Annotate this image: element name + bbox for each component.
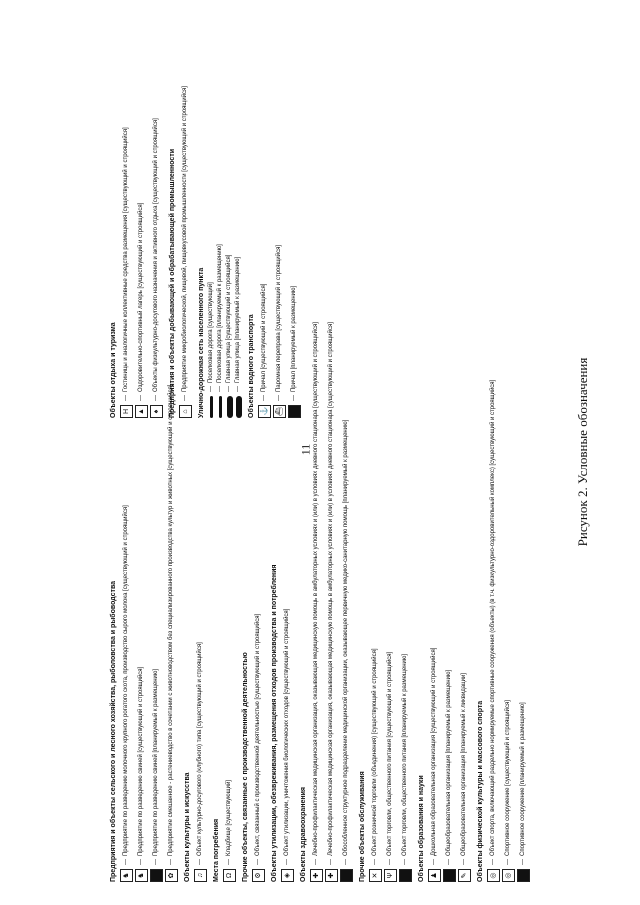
legend-item-label: Обособленное структурное подразделение медицинской организации, оказывающее первичную медико-санитарную помощь [планируемый к размещению]	[343, 419, 349, 856]
legend-item-label: Общеобразовательная организация [планируемый к ликвидации]	[461, 673, 467, 856]
legend-item-label: Общеобразовательная организация [планируемый к размещению]	[446, 669, 452, 856]
cafe-icon: Ψ	[384, 869, 397, 882]
legend-dash: —	[276, 395, 282, 401]
legend-dash: —	[461, 859, 467, 865]
legend-item	[369, 52, 382, 882]
legend-dash: —	[255, 859, 261, 865]
legend-item-label: Объект торговли, общественного питания [планируемый к размещению]	[402, 653, 408, 856]
legend-section-title: Объекты физической культуры и массового спорта	[477, 700, 484, 882]
legend-dash: —	[387, 859, 393, 865]
legend-item	[428, 52, 441, 882]
legend-item-label: Поселковая дорога [существующий]	[208, 282, 214, 383]
legend-dash: —	[123, 859, 129, 865]
legend-dash: —	[235, 386, 241, 392]
legend-dash: —	[372, 859, 378, 865]
pier-planned-icon	[288, 405, 301, 418]
legend-dash: —	[520, 859, 526, 865]
legend-dash: —	[168, 859, 174, 865]
school-liquidate-icon: ✎	[458, 869, 471, 882]
legend-section-title: Объекты отдыха и туризма	[110, 322, 117, 418]
legend-section-title: Прочие объекты обслуживания	[359, 771, 366, 882]
legend-dash: —	[446, 859, 452, 865]
legend-item	[150, 38, 163, 418]
legend-item-label: Поселковая дорога [планируемый к размещению]	[217, 244, 223, 383]
legend-item	[325, 52, 338, 882]
legend-item-label: Оздоровительно-спортивный лагерь [существующий и строящийся]	[138, 202, 144, 392]
legend-dash: —	[313, 859, 319, 865]
legend-item	[288, 38, 301, 418]
legend-item	[384, 52, 397, 882]
legend-item-label: Главная улица [планируемый к размещению]	[235, 256, 241, 383]
cafe-planned-icon	[399, 869, 412, 882]
legend-item-label: Объект спорта, включающий раздельно нормируемые спортивные сооружения (объекты) (в т.ч. физкультурно-оздоровительный комплекс) [существующий и строящийся]	[490, 379, 496, 856]
legend-item-label: Объект торговли, общественного питания [существующий и строящийся]	[387, 651, 393, 856]
legend-dash: —	[402, 859, 408, 865]
road-icon	[210, 396, 213, 418]
legend-item-label: Предприятие по разведению свиней [планируемый к размещению]	[153, 668, 159, 856]
legend-dash: —	[261, 395, 267, 401]
camp-icon: ▲	[135, 405, 148, 418]
main-street-icon	[227, 396, 233, 418]
legend-dash: —	[138, 859, 144, 865]
legend-item	[399, 52, 412, 882]
waste-icon: ◈	[281, 869, 294, 882]
legend-dash: —	[328, 859, 334, 865]
legend-section-title: Улично-дорожная сеть населенного пункта	[198, 267, 205, 418]
clinic-icon: ✚	[310, 869, 323, 882]
legend-item-label: Кладбище [существующий]	[226, 780, 232, 856]
pier-icon: ⚓	[258, 405, 271, 418]
legend-item-label: Объект культурно-досугового (клубного) типа [существующий и строящийся]	[197, 642, 203, 856]
legend-item	[217, 38, 224, 418]
legend-dash: —	[291, 395, 297, 401]
legend-right-column	[104, 38, 303, 418]
legend-item-label: Предприятие по разведению свиней [существующий и строящийся]	[138, 666, 144, 856]
legend-item	[502, 52, 515, 882]
factory-icon: ⌂	[179, 405, 192, 418]
shop-icon: ✕	[369, 869, 382, 882]
production-icon: ⚙	[252, 869, 265, 882]
legend-dash: —	[490, 859, 496, 865]
main-street-planned-icon	[236, 396, 242, 418]
legend-item	[340, 52, 353, 882]
legend-item-label: Паромная переправа [существующий и строящийся]	[276, 244, 282, 392]
legend-section-title: Объекты водного транспорта	[248, 314, 255, 418]
legend-item-label: Объект утилизации, уничтожения биологических отходов [существующий и строящийся]	[284, 608, 290, 856]
legend-item	[179, 38, 192, 418]
recreation-icon: ♠	[150, 405, 163, 418]
legend-dash: —	[343, 859, 349, 865]
legend-dash: —	[431, 859, 437, 865]
legend-section-title: Места погребения	[213, 818, 220, 882]
legend-item	[517, 52, 530, 882]
page-number: 11	[298, 443, 313, 456]
legend-item-label: Предприятие смешанное - растениеводство в сочетании с животноводством без специализированного производства культур и животных [существующий и строящийся]	[168, 384, 174, 856]
legend-section-title: Объекты здравоохранения	[300, 786, 307, 882]
legend-dash: —	[138, 395, 144, 401]
cow-icon: ♞	[120, 869, 133, 882]
legend-section-title: Объекты образования и науки	[418, 775, 425, 882]
legend-item-label: Предприятие микробиологической, пищевой, пищевкусовой промышленности [существующий и строящийся]	[182, 86, 188, 392]
legend-dash: —	[153, 395, 159, 401]
legend-item-label: Объекты физкультурно-досугового назначения и активного отдыха [существующий и строящийся]	[153, 118, 159, 392]
legend-section-title: Объекты утилизации, обезвреживания, размещения отходов производства и потребления	[271, 564, 278, 882]
legend-item	[120, 38, 133, 418]
cemetery-icon: Ω	[223, 869, 236, 882]
club-icon: ♫	[194, 869, 207, 882]
legend-item-label: Спортивное сооружение [планируемый к размещению]	[520, 702, 526, 856]
legend-item-label: Лечебно-профилактическая медицинская организация, оказывающая медицинскую помощь в амбулаторных условиях и (или) в условиях дневного стационара [существующий и строящийся]	[328, 322, 334, 856]
legend-item	[443, 52, 456, 882]
legend-dash: —	[208, 386, 214, 392]
legend-section-title: Прочие объекты, связанные с производственной деятельностью	[242, 652, 249, 882]
legend-dash: —	[217, 386, 223, 392]
legend-dash: —	[284, 859, 290, 865]
kindergarten-icon: ♟	[428, 869, 441, 882]
legend-item-label: Предприятие по разведению молочного крупного рогатого скота, производство сырого молока [существующий и строящийся]	[123, 505, 129, 856]
legend-item	[235, 38, 242, 418]
road-planned-icon	[219, 396, 222, 418]
legend-section-title: Объекты культуры и искусства	[184, 772, 191, 882]
clinic-planned-icon	[340, 869, 353, 882]
legend-dash: —	[182, 395, 188, 401]
pig-planned-icon	[150, 869, 163, 882]
legend-item-label: Объект, связанный с производственной деятельностью [существующий и строящийся]	[255, 613, 261, 856]
legend-item	[226, 38, 233, 418]
legend-item-label: Причал [существующий и строящийся]	[261, 283, 267, 392]
ferry-icon: ⛴	[273, 405, 286, 418]
legend-dash: —	[123, 395, 129, 401]
legend-item	[273, 38, 286, 418]
legend-dash: —	[226, 859, 232, 865]
legend-dash: —	[505, 859, 511, 865]
legend-item	[458, 52, 471, 882]
legend-dash: —	[226, 386, 232, 392]
legend-dash: —	[197, 859, 203, 865]
legend-item	[135, 38, 148, 418]
legend-dash: —	[153, 859, 159, 865]
legend-item	[487, 52, 500, 882]
pig-icon: ♞	[135, 869, 148, 882]
legend-item	[258, 38, 271, 418]
figure-caption: Рисунок 2. Условные обозначения	[575, 357, 590, 547]
legend-item-label: Гостиницы и аналогичные коллективные средства размещения [существующий и строящийся]	[123, 127, 129, 392]
legend-item	[310, 52, 323, 882]
sport-planned-icon	[517, 869, 530, 882]
sport-icon: ◎	[487, 869, 500, 882]
clinic-icon: ✚	[325, 869, 338, 882]
legend-section-title: Предприятия и объекты добывающей и обрабатывающей промышленности	[169, 148, 176, 418]
legend-item-label: Причал [планируемый к размещению]	[291, 285, 297, 392]
legend-item-label: Лечебно-профилактическая медицинская организация, оказывающая медицинскую помощь в амбулаторных условиях и (или) в условиях дневного стационара [существующий и строящийся]	[313, 322, 319, 856]
sport-icon: ◎	[502, 869, 515, 882]
school-planned-icon	[443, 869, 456, 882]
legend-item	[208, 38, 215, 418]
hotel-icon: H	[120, 405, 133, 418]
mixed-farm-icon: ✿	[165, 869, 178, 882]
legend-item-label: Объект розничной торговли (объединения) [существующий и строящийся]	[372, 648, 378, 856]
legend-item-label: Главная улица [существующий и строящийся]	[226, 254, 232, 383]
legend-item-label: Дошкольная образовательная организация [существующий и строящийся]	[431, 647, 437, 856]
legend-section-title: Предприятия и объекты сельского и лесного хозяйства, рыболовства и рыбоводства	[110, 580, 117, 882]
legend-item-label: Спортивное сооружение [существующий и строящийся]	[505, 700, 511, 856]
